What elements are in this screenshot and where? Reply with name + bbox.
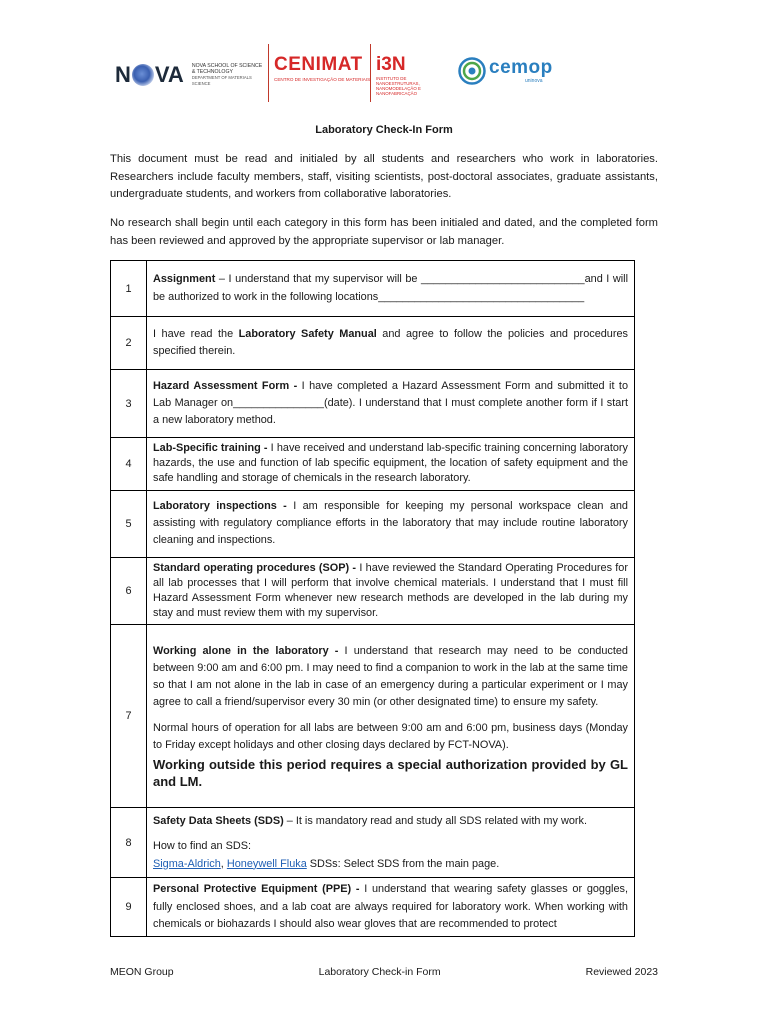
table-row xyxy=(111,878,635,937)
row-text: Standard operating procedures (SOP) - I have reviewed the Standard Operating Procedures for all lab processes that I will perform that involve chemical materials. I understand that I must fill Hazard Assessment Form whenever new research methods are developed in the lab during my stay and must review them with my supervisor. xyxy=(147,557,635,625)
authorization-note: Working outside this period requires a special authorization provided by GL and LM. xyxy=(153,757,628,790)
table-row xyxy=(111,438,635,491)
cenimat-logo: CENIMAT CENTRO DE INVESTIGAÇÃO DE MATERIAIS xyxy=(274,54,371,82)
row-number: 9 xyxy=(111,878,147,937)
row-text: Working alone in the laboratory - I understand that research may need to be conducted between 9:00 am and 6:00 pm. I may need to find a companion to work in the lab at the same time so that I am not alone in the lab in case of an emergency during a particular experiment or I may agree to call a friend/supervisor every 30 min (or other designated time) to ensure my safety. Normal hours of operation for all labs are between 9:00 am and 6:00 pm, business days (Monday to Friday except holidays and other closing days declared by FCT-NOVA). Working outside this period requires a special authorization provided by GL and LM. xyxy=(147,625,635,808)
page-title: Laboratory Check-In Form xyxy=(315,124,453,136)
row-number: 7 xyxy=(111,625,147,808)
nova-logo-letter-n: N xyxy=(115,62,131,87)
table-row xyxy=(111,490,635,557)
nova-logo-letters-va: VA xyxy=(154,62,184,87)
checkin-table xyxy=(110,260,635,937)
row-text: Safety Data Sheets (SDS) – It is mandatory read and study all SDS related with my work. How to find an SDS: Sigma-Aldrich, Honeywell Fluka SDSs: Select SDS from the main page. xyxy=(147,808,635,878)
cemop-logo: cemop uninova xyxy=(458,57,553,85)
table-row xyxy=(111,370,635,438)
sds-how-to: How to find an SDS: xyxy=(153,840,252,853)
table-row xyxy=(111,557,635,625)
row-text: Personal Protective Equipment (PPE) - I understand that wearing safety glasses or goggles, fully enclosed shoes, and a lab coat are always required for laboratory work. When working with chemicals or biohazards I should also wear gloves that are recommended to protect xyxy=(147,878,635,937)
table-row xyxy=(111,808,635,878)
sigma-aldrich-link[interactable]: Sigma-Aldrich xyxy=(153,857,221,870)
nova-logo-subtitle: NOVA SCHOOL OF SCIENCE & TECHNOLOGY DEPARTMENT OF MATERIALS SCIENCE xyxy=(191,63,263,86)
intro-paragraph: This document must be read and initialed by all students and researchers who work in laboratories. Researchers include faculty members, staff, visiting scientists, post-doctoral associates, graduate assistants, undergraduate students, and workers from collaborative laboratories. xyxy=(110,153,658,200)
row-number: 3 xyxy=(111,370,147,438)
logo-bar xyxy=(0,40,768,106)
nova-logo-o-mark xyxy=(132,64,154,86)
logo-divider xyxy=(370,44,371,102)
table-row xyxy=(111,261,635,317)
footer-center: Laboratory Check-in Form xyxy=(318,966,441,978)
row-text: Laboratory inspections - I am responsible for keeping my personal workspace clean and assisting with regulatory compliance efforts in the laboratory that may include routine laboratory cleaning and inspections. xyxy=(147,490,635,557)
hours-text: Normal hours of operation for all labs are between 9:00 am and 6:00 pm, business days (Monday to Friday except holidays and other closing days declared by FCT-NOVA). xyxy=(153,721,628,751)
row-text: Hazard Assessment Form - I have completed a Hazard Assessment Form and submitted it to Lab Manager on_______________(date). I understand that I must complete another form if I start a new laboratory method. xyxy=(147,370,635,438)
page-footer xyxy=(110,966,658,978)
row-number: 2 xyxy=(111,317,147,370)
row-text: I have read the Laboratory Safety Manual and agree to follow the policies and procedures specified therein. xyxy=(147,317,635,370)
footer-left: MEON Group xyxy=(110,966,174,978)
row-number: 5 xyxy=(111,490,147,557)
cemop-emblem-icon xyxy=(458,57,486,85)
row-text: Assignment – I understand that my supervisor will be ___________________________and I will be authorized to work in the following locations__________________________________ xyxy=(147,261,635,317)
row-text: Lab-Specific training - I have received and understand lab-specific training concerning laboratory hazards, the use and function of lab specific equipment, the location of safety equipment and the safe handling and storage of chemicals in the research laboratory. xyxy=(147,438,635,491)
row-number: 1 xyxy=(111,261,147,317)
rule-paragraph: No research shall begin until each category in this form has been initialed and dated, and the completed form has been reviewed and approved by the appropriate supervisor or lab manager. xyxy=(110,217,658,247)
honeywell-fluka-link[interactable]: Honeywell Fluka xyxy=(226,857,307,870)
row-number: 8 xyxy=(111,808,147,878)
nova-logo xyxy=(115,60,264,90)
i3n-logo: i3N INSTITUTO DE NANOESTRUTURAS, NANOMODELAÇÃO E NANOFABRICAÇÃO xyxy=(376,54,421,96)
row-number: 4 xyxy=(111,438,147,491)
footer-right: Reviewed 2023 xyxy=(585,966,658,978)
logo-divider xyxy=(268,44,269,102)
row-number: 6 xyxy=(111,557,147,625)
table-row xyxy=(111,625,635,808)
table-row xyxy=(111,317,635,370)
